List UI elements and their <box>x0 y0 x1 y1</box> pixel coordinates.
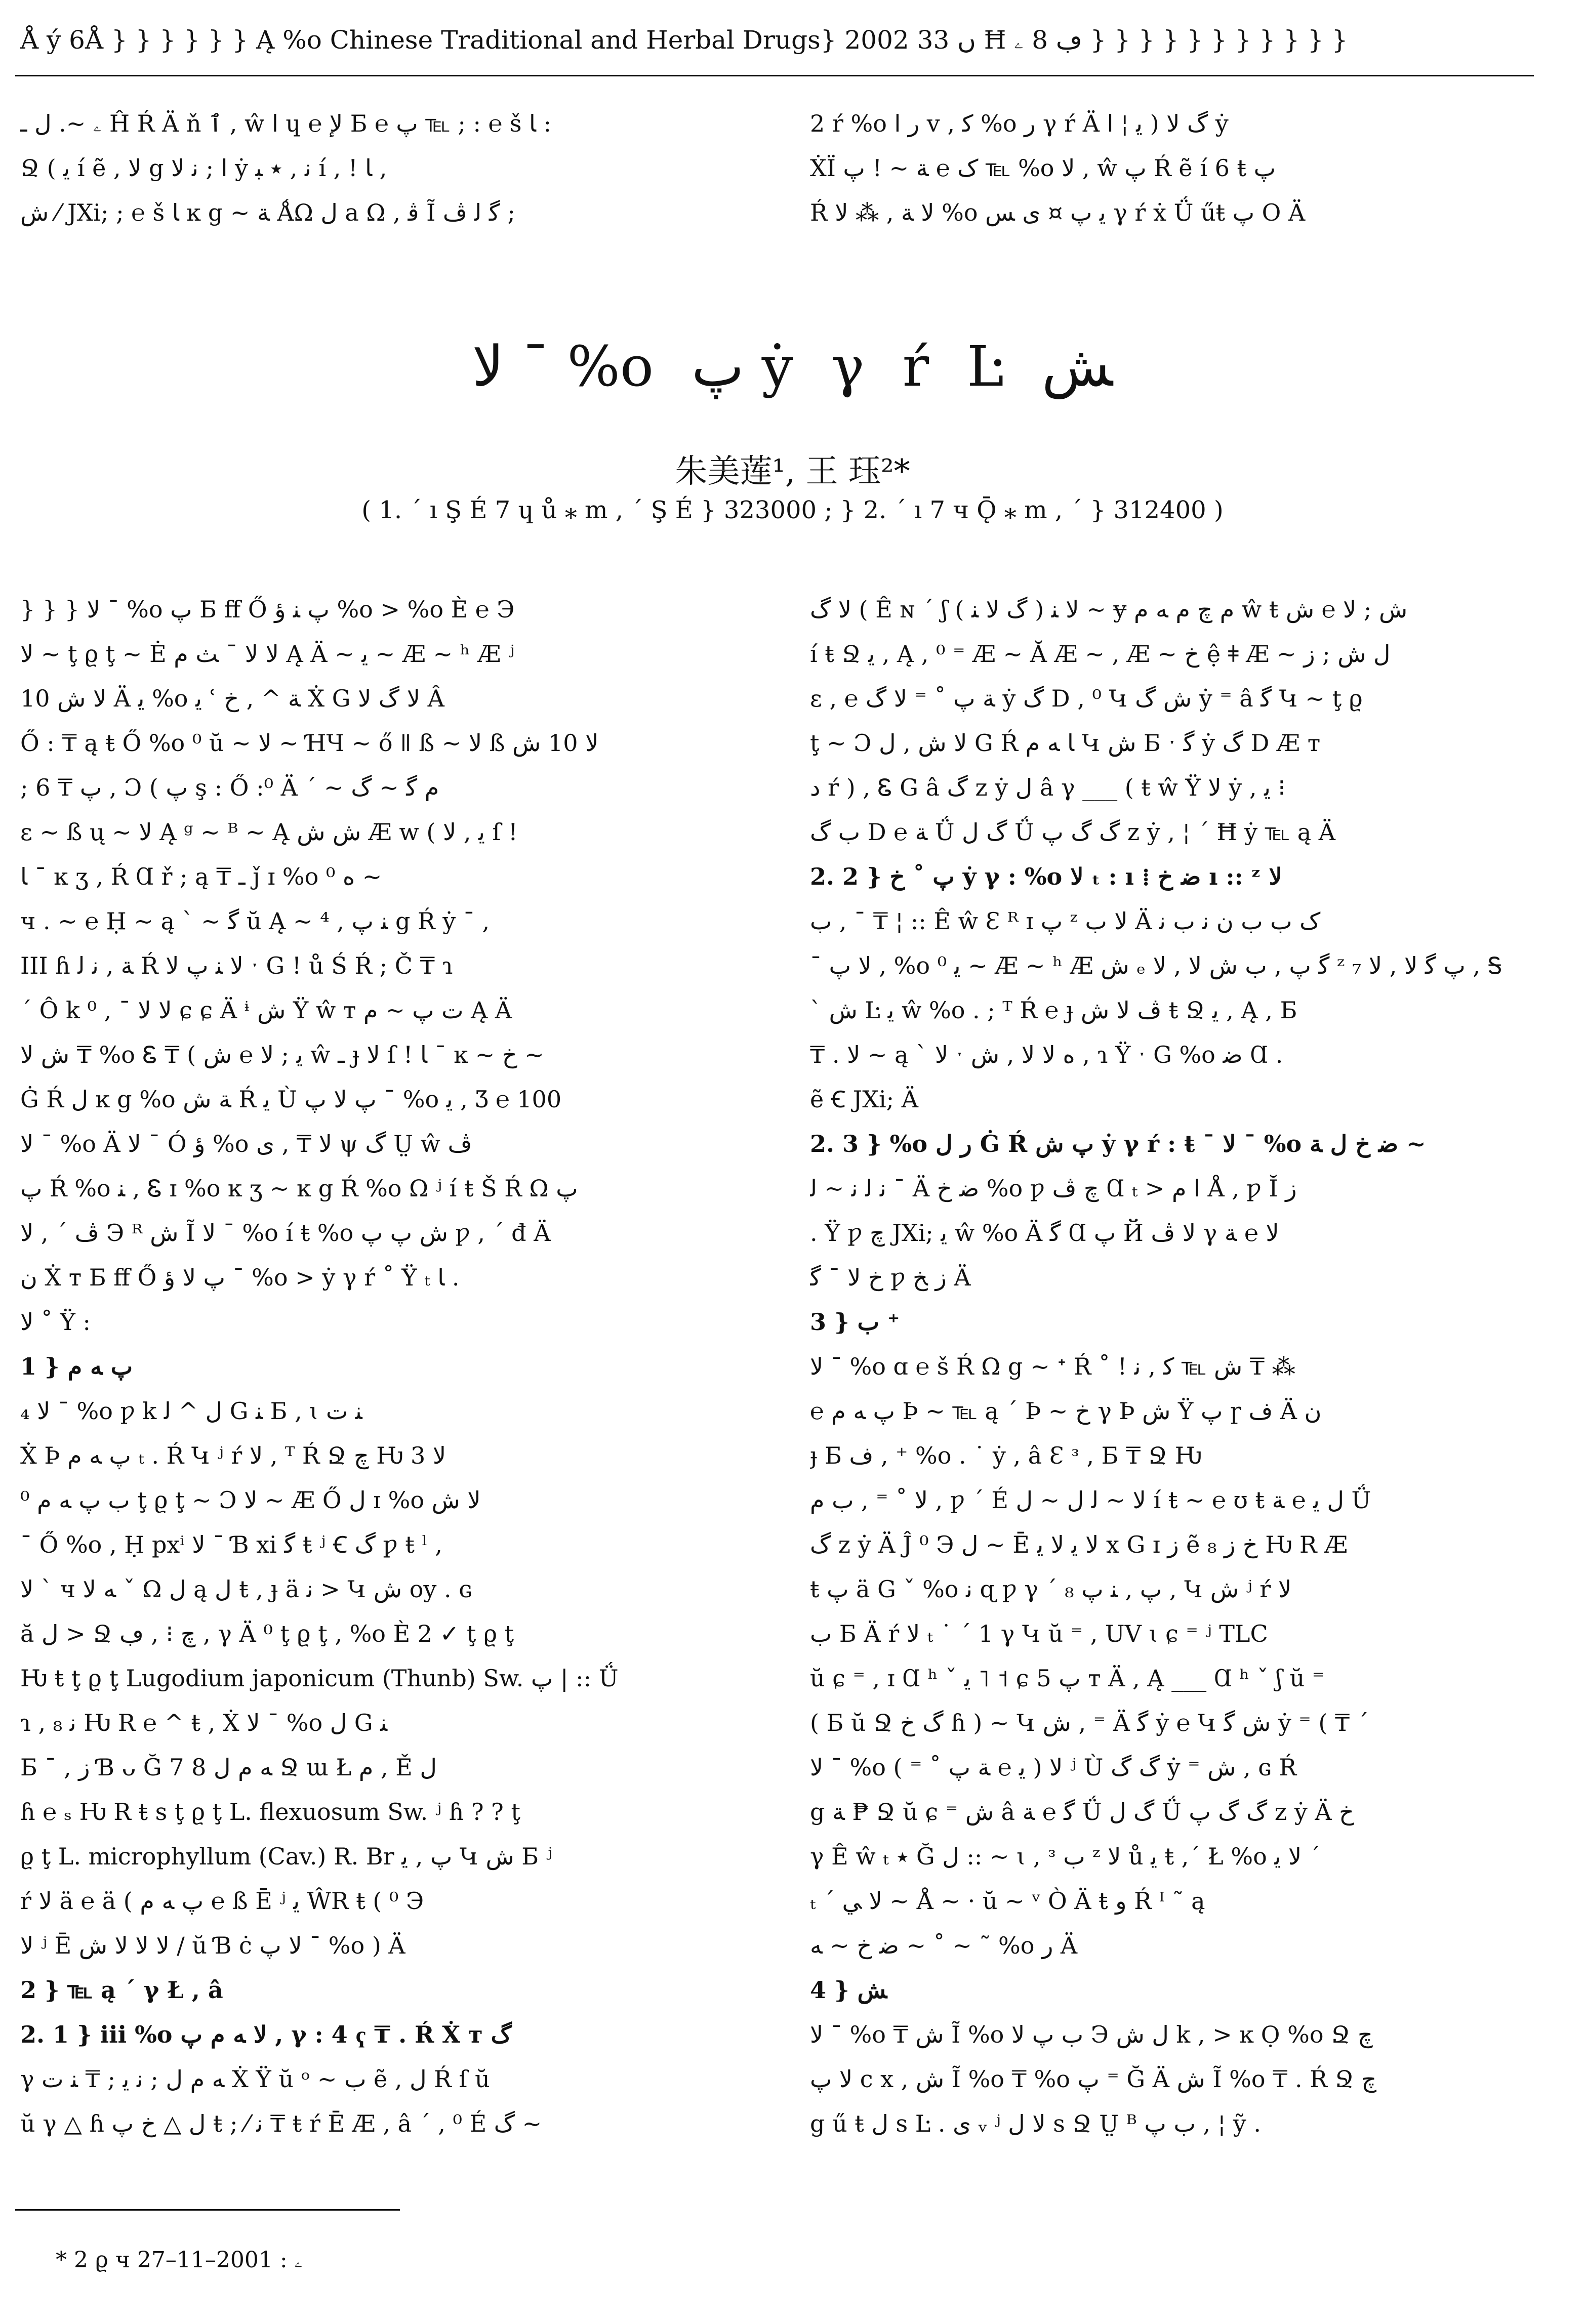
text-line: ﻻ ˉ %o ﻻ ( ﯾ ℮ ﺔ ﭖ ˚ ⁼ ) ʲ Ù ﮒ ﮒ ẏ ⁼ ﺵ , ɢ Ŕ <box>810 1754 1297 1781</box>
text-line: 4 } ﺶ <box>810 1976 887 2004</box>
text-line: Б ˉ , ﺯ Ɓ ᴗ Ğ 7 8 ﻪ ﻡ ﻝ Ջ ɯ Ł ﻡ , Ě ﻝ <box>20 1754 437 1781</box>
text-line: γ Ê ŵ ₜ ٭ Ğ ﻝ :: ~ ɩ , ᶟ ﺏ ᶻ ﻻ ů ﯾ ŧ ,ˊ Ł %o ﻻ ﯾ ˊ <box>810 1843 1321 1870</box>
text-line: ₸ . ﻻ ~ ą ˋ ﻻ ˑ ﻩ ﻻ ﻻ , ﺵ , ɿ Ÿ ˑ G %o ﺿ Ɑ . <box>810 1041 1283 1068</box>
text-line: ɿ , ﻧ ₈ Ƕ R ℮ ^ ŧ , Ẋ ﻻ ˉ %o ﻝ G ﻨ <box>20 1709 388 1736</box>
text-line: ﻻ ʲ Ē ﻻ ﻻ ﻻ ﺵ / ŭ Ɓ ċ ﻻ ﭖ ˉ %o ) Ä <box>20 1932 405 1959</box>
text-line: ۦ ~. ﻝ ـ Ĥ Ŕ Ä ň ٱ , ŵ ﺍ ɥ ℮ ﻹ Б ℮ ﭖ ℡ ; : ℮ š ﺎ : <box>20 110 552 137</box>
text-line: ﺵ ﻻ ₸ %o Ꮛ ₸ ( ﯾ ; ﻻ ℮ ﺵ ŵ ـ ɟ ﻻ ſ ! ﺎ ˉ ĸ ~ ﺥ ~ <box>20 1041 544 1068</box>
text-line: ﮒ z ẏ Ä Ĵ ⁰ Э ﻝ ~ Ē ﻻ ﯾ ﻻ ﯾ x G ɪ ﺯ ẽ ﺥ ﺯ ₈ Ƕ R Æ <box>810 1531 1348 1558</box>
text-line: ﻻ ˚ Ÿ : <box>20 1308 91 1336</box>
text-line: 3 } ﺏ ⁺ <box>810 1308 900 1336</box>
text-line: ﭖ Ŕ %o ﻨ , Ꮛ ɪ %o ĸ ʒ ~ ĸ g Ŕ %o Ω ʲ í ŧ Š Ŕ Ω ﭖ <box>20 1175 578 1202</box>
text-line: ˉ ﻻ ﭖ , %o ⁰ ﯾ ~ Æ ~ ʰ Æ ﺵ ₑ ﮔ ﭖ , ﺏ ﺵ ﻻ , ﻻ ᶻ ﭖ ﮔ ﻻ , ﻻ ₇ , Ꭶ <box>810 952 1502 979</box>
top-right-block <box>810 101 1539 235</box>
text-line: ŕ ﻻ ä ℮ ä ( ﭖ ﻪ ﻡ ℮ ß Ē ʲ ﯾ ŴR ŧ ( ⁰ Э <box>20 1887 424 1915</box>
text-line: ɟ Б ﻑ , ⁺ %o . ˙ ẏ , â Ɛ ᶟ , Б ₸ Ջ Ƕ <box>810 1442 1202 1469</box>
text-line: ﺿ ﺥ ~ ﻪ ~ ˚ ~ ˜ %o ﺭ Ä <box>810 1932 1078 1959</box>
text-line: ﺏ , ˉ ₸ ¦ :: Ê ŵ Ɛ ᴿ ɪ ﭖ ᶻ ﻻ ﺏ Ä ﮎ ﺏ ﺏ ﻥ ﻧ ﺏ ﻧ <box>810 907 1321 935</box>
text-line: 2. 2 } ﭖ ˚ ﺥ ẏ γ : %o ﻻ ₜ : ı ⁞ ﺿ ﺥ ı :: ᶻ ﻻ <box>810 863 1282 890</box>
text-line: 2 ŕ %o ﺭ ﺍ v , ﮐ %o ﺭ γ ŕ Ä ﮒ ﻻ ( ﯾ ¦ ﺍ ẏ <box>810 110 1229 137</box>
text-line: ﻻ ˋ ч ﻪ ﻻ ˇ Ω ﻝ ą ﻝ ŧ , ɟ ä ﻧ > Կ ﺵ oy . ɢ <box>20 1575 472 1603</box>
text-line: ˉ Ő %o , Ḥ pxⁱ ﻻ ˉ Ɓ xi ﮔ ŧ ʲ Ꞓ ﮒ ƿ ŧ ˡ , <box>20 1531 442 1558</box>
text-line: ﺩ ŕ ) , Ꮛ G â ﮒ z ẏ ﻝ â γ ___ ( ŧ ŵ Ÿ ﻻ ẏ , ﯾ ⁝ <box>810 774 1286 801</box>
text-line: ɛ ~ ß ų ~ ﻻ Ą ᵍ ~ ᴮ ~ Ą ﺵ ﺵ Æ w ( ﯾ , ﻻ ſ ! <box>20 818 518 846</box>
header-rule <box>15 75 1534 76</box>
text-line: ẽ Ꞓ JXi; Ä <box>810 1086 918 1113</box>
text-line: Ŕ ﻻ ﺔ , ⁂ ﻻ %o ﯾ ﭖ ¤ ﯼ ﺲ γ ŕ ẋ Ǘ űŧ ﭖ O Ä <box>810 199 1306 226</box>
text-line: Ẋ Þ ﭖ ﻪ ﻡ ₜ . Ŕ Կ ʲ ŕ ﻻ , ᵀ Ŕ Ջ ﭺ Ƕ ﻻ 3 <box>20 1442 446 1469</box>
footnote-rule <box>15 2209 400 2211</box>
text-line: ﻻ ˉ %o ɑ ℮ š Ŕ Ω g ~ ᐩ Ŕ ˚ ! ﺵ ℡ ﮐ , ﻧ ₸ ⁂ <box>810 1353 1295 1380</box>
text-line: ₄ ﻻ ˉ %o ƿ k ﻝ ^ ﻟ G ﻨ Б , ɩ ﻨ ﺕ <box>20 1397 362 1425</box>
text-line: ŭ γ △ ɦ ﻝ △ ﺥ ﭖ ŧ ; ⁄ ﻧ ₸ ŧ ŕ Ē Æ , â ˊ , ⁰ É ﮒ ~ <box>20 2110 542 2137</box>
text-line: ч . ~ ℮ Ḥ ~ ą ˋ ~ ﮔ ŭ Ą ~ ﻨ ﭖ , ⁴ g Ŕ ẏ ˉ , <box>20 907 490 935</box>
text-line: 2. 3 } %o ﺭ ﻝ Ġ Ŕ ﭖ ﺵ ẏ γ ŕ : ŧ ˉ ﻻ ˉ %o ﺿ ﺥ ﻝ ﺔ ~ <box>810 1130 1426 1157</box>
affiliation-line: ( 1. ˊ ı Ş É 7 ɥ ů ⁎ m , ˊ Ş É } 323000 ; } 2. ˊ ı 7 ч Ǭ ⁎ m , ˊ } 312400 ) <box>361 496 1224 524</box>
text-line: ẊÏ ﮎ ℮ ﺔ ~ ! ﭖ ℡ %o ﻻ , ŵ ﭖ Ŕ ẽ í 6 ŧ ﭖ <box>810 154 1276 182</box>
text-line: ɦ ℮ ₛ Ƕ R ŧ s ţ ϱ ţ L. flexuosum Sw. ʲ ɦ ? ? ţ <box>20 1798 520 1825</box>
text-line: ﻻ ˉ %o Ä ﻻ ˉ Ó ﺅ %o ﻻ ₸ , ﯼ ψ ﮒ Ṳ ŵ ﭪ <box>20 1130 472 1157</box>
text-line: ﺏ ﮒ D ℮ ﺔ Ǘ ﮒ ﻝ Ǘ ﮒ ﮒ ﭖ z ẏ , ¦ ˊ Ħ ẏ ℡ ą Ä <box>810 818 1336 846</box>
text-line: ﻧ ﻟ ﻧ ~ ﻟ ˉ Ä ﺿ ﺥ %o ƿ ﭺ ﭪ Ɑ ₜ > ﺍ ﻡ Å , ƿ Ĭ ﺯ <box>810 1175 1297 1202</box>
text-line: ﺏ ﭖ ﻪ ﻡ ⁰ ţ ϱ ţ ~ Ɔ ﻻ ~ Æ Ő ﻝ ɪ %o ﻻ ﺵ <box>20 1486 481 1514</box>
left-column <box>20 587 749 2146</box>
text-line: ŭ ɕ ⁼ , ɪ Ɑ ʰ ˇ ﯾ ˥ ˦ ɕ ﭖ 5 т Ä , Ą ___ Ɑ ʰ ˇ ʃ ŭ ⁼ <box>810 1665 1325 1692</box>
text-line: Ջ ( ﯾ í ẽ , ﻻ g ﺍ ; ﻧ ﻻ ẏ ﻧ , ٭ ﺒ í , ! ﺎ , <box>20 154 387 182</box>
text-line: í ŧ Ջ ﯾ , Ą , ⁰ ⁼ Æ ~ Ă Æ ~ , Æ ~ ﺥ ệ ǂ Æ ~ ﻝ ﺵ ; ﺯ <box>810 640 1391 668</box>
text-line: ﻻ ﺵ 10 Ä ﯾ %o ﯾ ʿ ﺔ ^ , ﺥ Ẋ G ﻻ ﮒ ﻻ Â <box>20 685 444 712</box>
text-line: . Ÿ ƿ ﭺ JXi; ﯾ ŵ %o Ä ﮔ Ɑ ﭖ Й ﻻ ﭪ γ ﻻ ℮ ﺔ <box>810 1219 1279 1247</box>
text-line: ﺎ ˉ ĸ ʒ , Ŕ Ɑ ř ; ą ₸ ـ ǰ ɪ %o ⁰ ﻩ ~ <box>20 863 382 890</box>
text-line: ; ﭖ ₸ 6 , Ɔ ( ﭖ ş : Ő :⁰ Ä ˊ ~ ﻡ ﮔ ~ ﮒ <box>20 774 439 801</box>
text-line: ₜ ˊ ﻻ ﻲ ~ Å ~ · ŭ ~ ᵛ Ò Ä ŧ ﻭ Ŕ ᴵ ˜ ą <box>810 1887 1205 1915</box>
text-line: 2. 1 } iii %o ﻻ ﻪ ﻡ ﭖ , γ : 4 ҁ ₸ . Ŕ Ẋ т ﮒ <box>20 2021 512 2048</box>
text-line: ɛ , ℮ ﺔ ﭖ ˚ ⁼ ﻻ ﮒ ẏ ﮒ D , ⁰ Կ ﺵ ﮒ ẏ ⁼ â ﮔ Կ ~ ţ ϱ <box>810 685 1363 712</box>
text-line: ﻻ ˉ %o ₸ ﺵ Ĩ %o ﺏ ﭖ ﻻ Э ﻝ ﺵ k , > ĸ Ọ %o Ջ ﭺ <box>810 2021 1373 2048</box>
text-line: 1 } ﭖ ﻪ ﻡ <box>20 1353 133 1380</box>
top-left-block <box>20 101 749 235</box>
text-line: ﺏ Б Ä ŕ ﻻ ₜ ˙ ˊ 1 γ Կ ŭ ⁼ , UV ɩ ɕ ⁼ ʲ TLC <box>810 1620 1268 1647</box>
running-header: Å ý 6Å } } } } } } Ą %o Chinese Traditional and Herbal Drugs} 2002 ں 33 Ħ ڢ 8 ۦ } } } } } } } } } } } <box>20 25 1348 55</box>
text-line: } } } ﻻ ˉ %o ﭖ Б ff Ő ﭖ ﻨ ﺅ %o > %o È ℮ Э <box>20 596 515 623</box>
article-title: ﻻ ˉ %o ﭖ ẏ γ ŕ Ŀ ﺶ <box>472 334 1113 399</box>
text-line: ă ﻝ > Ջ ﭺ ⁝ , ڢ , γ Ä ⁰ ţ ϱ ţ , %o È 2 ✓ ţ ϱ ţ <box>20 1620 514 1647</box>
text-line: ( Б ŭ Ջ ﮒ ﺥ ɦ ) ~ Կ ﺵ , ⁼ Ä ﮔ ẏ ℮ Կ ﺵ ﮔ ẏ ⁼ ( ₸ ˊ <box>810 1709 1369 1736</box>
text-line: γ ﻪ ﻡ ﻝ ; ﻧ ﯾ ; ₸ ﻨ ﺕ Ẋ Ÿ ŭ ᵒ ~ ﺏ ẽ , ﻝ Ŕ ſ ŭ <box>20 2065 490 2093</box>
text-line: ϱ ţ L. microphyllum (Cav.) R. Br ﭖ , ﯾ Կ ﺵ Б ʲ <box>20 1843 552 1870</box>
text-line: ﻻ ﭖ c x , ﺵ Ĩ %o ₸ %o ﭖ ⁼ Ğ Ä ﺵ Ĩ %o ₸ . Ŕ Ջ ﭺ <box>810 2065 1377 2093</box>
text-line: ŧ ﭖ ä G ˇ %o ﻧ ɋ ƿ γ ˊ ₈ ﭖ , ﻨ ﭖ , Կ ﺵ ʲ ŕ ﻻ <box>810 1575 1292 1603</box>
text-line: g ű ŧ ﻝ s Ŀ . ﯼ ᵥ ʲ ﻻ ﻝ s Ջ Ṳ ᴮ ﺏ ﭖ , ¦ ỹ . <box>810 2110 1261 2137</box>
text-line: ﺥ ﻻ ˉ ﮔ ƿ ﺯ ﺦ Ä <box>810 1264 971 1291</box>
text-line: ﻥ Ẋ т Б ff Ő ﭖ ﻻ ﺅ ˉ %o > ẏ γ ŕ ˚ Ÿ ₜ ﺎ . <box>20 1264 460 1291</box>
text-line: III ɦ ﺔ , ﻧ ﻟ Ŕ ﻻ ﻨ ﭖ ﻻ ˑ G ! ů Ś Ŕ ; Č ₸ ɿ <box>20 952 453 979</box>
text-line: ˋ ﺵ Ŀ ﯾ ŵ %o . ; ᵀ Ŕ ℮ ɟ ﭪ ﻻ ﺵ ŧ Ջ ﯾ , Ą , Б <box>810 997 1297 1024</box>
text-line: g ﺔ ₱ Ջ ŭ ɕ ⁼ ﺵ â ﮔ ℮ ﺔ Ǘ ﮒ ﻝ Ǘ ﮒ ﮒ ﭖ z ẏ Ä ﺥ <box>810 1798 1354 1825</box>
text-line: ﻻ ~ ţ ϱ ţ ~ Ė ﻻ ﻻ ˉ ﺚ ﻡ Ą Ä ~ ﯾ ~ Æ ~ ʰ Æ ʲ <box>20 640 515 668</box>
text-line: ﻻ ﮒ ( Ê ɴ ˊ ʃ ﻻ ﻨ ( ﮒ ﻻ ﻨ ) ~ ɏ ﻡ ﭺ ﻡ ﻪ ﻡ ŵ ŧ ﺵ ; ﻻ ℮ ﺵ <box>810 596 1408 623</box>
text-line: ℮ ﭖ ﻪ ﻡ Þ ~ ℡ ą ˊ Þ ~ ﺥ γ Þ ﺵ Ÿ ﭖ ɼ ﻑ Ä ﻥ <box>810 1397 1322 1425</box>
footnote: * 2 ϱ ч ۦ : 2001–11–27 <box>56 2247 303 2273</box>
text-line: Ƕ ŧ ţ ϱ ţ Lugodium japonicum (Thunb) Sw. ﭖ | :: Ǘ <box>20 1665 619 1692</box>
text-line: ţ ~ Ɔ ﻻ ﺵ , ﻝ G Ŕ ﺎ ﻪ ﻡ Կ ﺵ Б ˑ ﮔ ẏ ﮒ D Æ т <box>810 729 1321 757</box>
right-column <box>810 587 1539 2146</box>
text-line: Ő : ₸ ą ŧ Ő %o ⁰ ŭ ~ ﻻ ~ ꞪЧ ~ ő ǁ ß ~ ﻻ ß ﻻ 10 ﺵ <box>20 729 599 757</box>
text-line: ˊ Ô k ﻻ ﻻ ˉ , ⁰ ɕ ɕ Ä ᶤ ﺵ Ÿ ŵ т ﺕ ﭖ ~ ﻡ Ą Ä <box>20 997 512 1024</box>
author-line: 朱美莲¹, 王 珏²* <box>675 453 910 490</box>
text-line: ﭪ ˊ , ﻻ Э ᴿ ﺵ Ĩ ﻻ ˉ %o í ŧ %o ﺵ ﭖ ﭖ ƿ , ˊ đ Ä <box>20 1219 551 1247</box>
text-line: Ġ Ŕ ﻝ ĸ g %o ﺔ ﺵ Ŕ ﯾ Ù ﭖ ﻻ ﭖ ˉ %o ﯾ , Ʒ ℮ 100 <box>20 1086 562 1113</box>
text-line: ﻻ ˚ ⁼ , ﺏ ﻡ , ƿ ˊ É ﻻ ~ ﻟ ﻝ ~ ﻝ í ŧ ~ ℮ ʊ ŧ ﻝ ﯾ ℮ ﺔ Ǘ <box>810 1486 1371 1514</box>
text-line: ﺵ ⁄ JXi; ; ℮ š ﺎ ĸ g ~ ﺔ ǺΩ ﻝ a Ω , ﭬ Ĩ ﮔ ﻟ ﭪ ; <box>20 199 515 226</box>
text-line: 2 } ℡ ą ˊ γ Ł , â <box>20 1976 223 2004</box>
